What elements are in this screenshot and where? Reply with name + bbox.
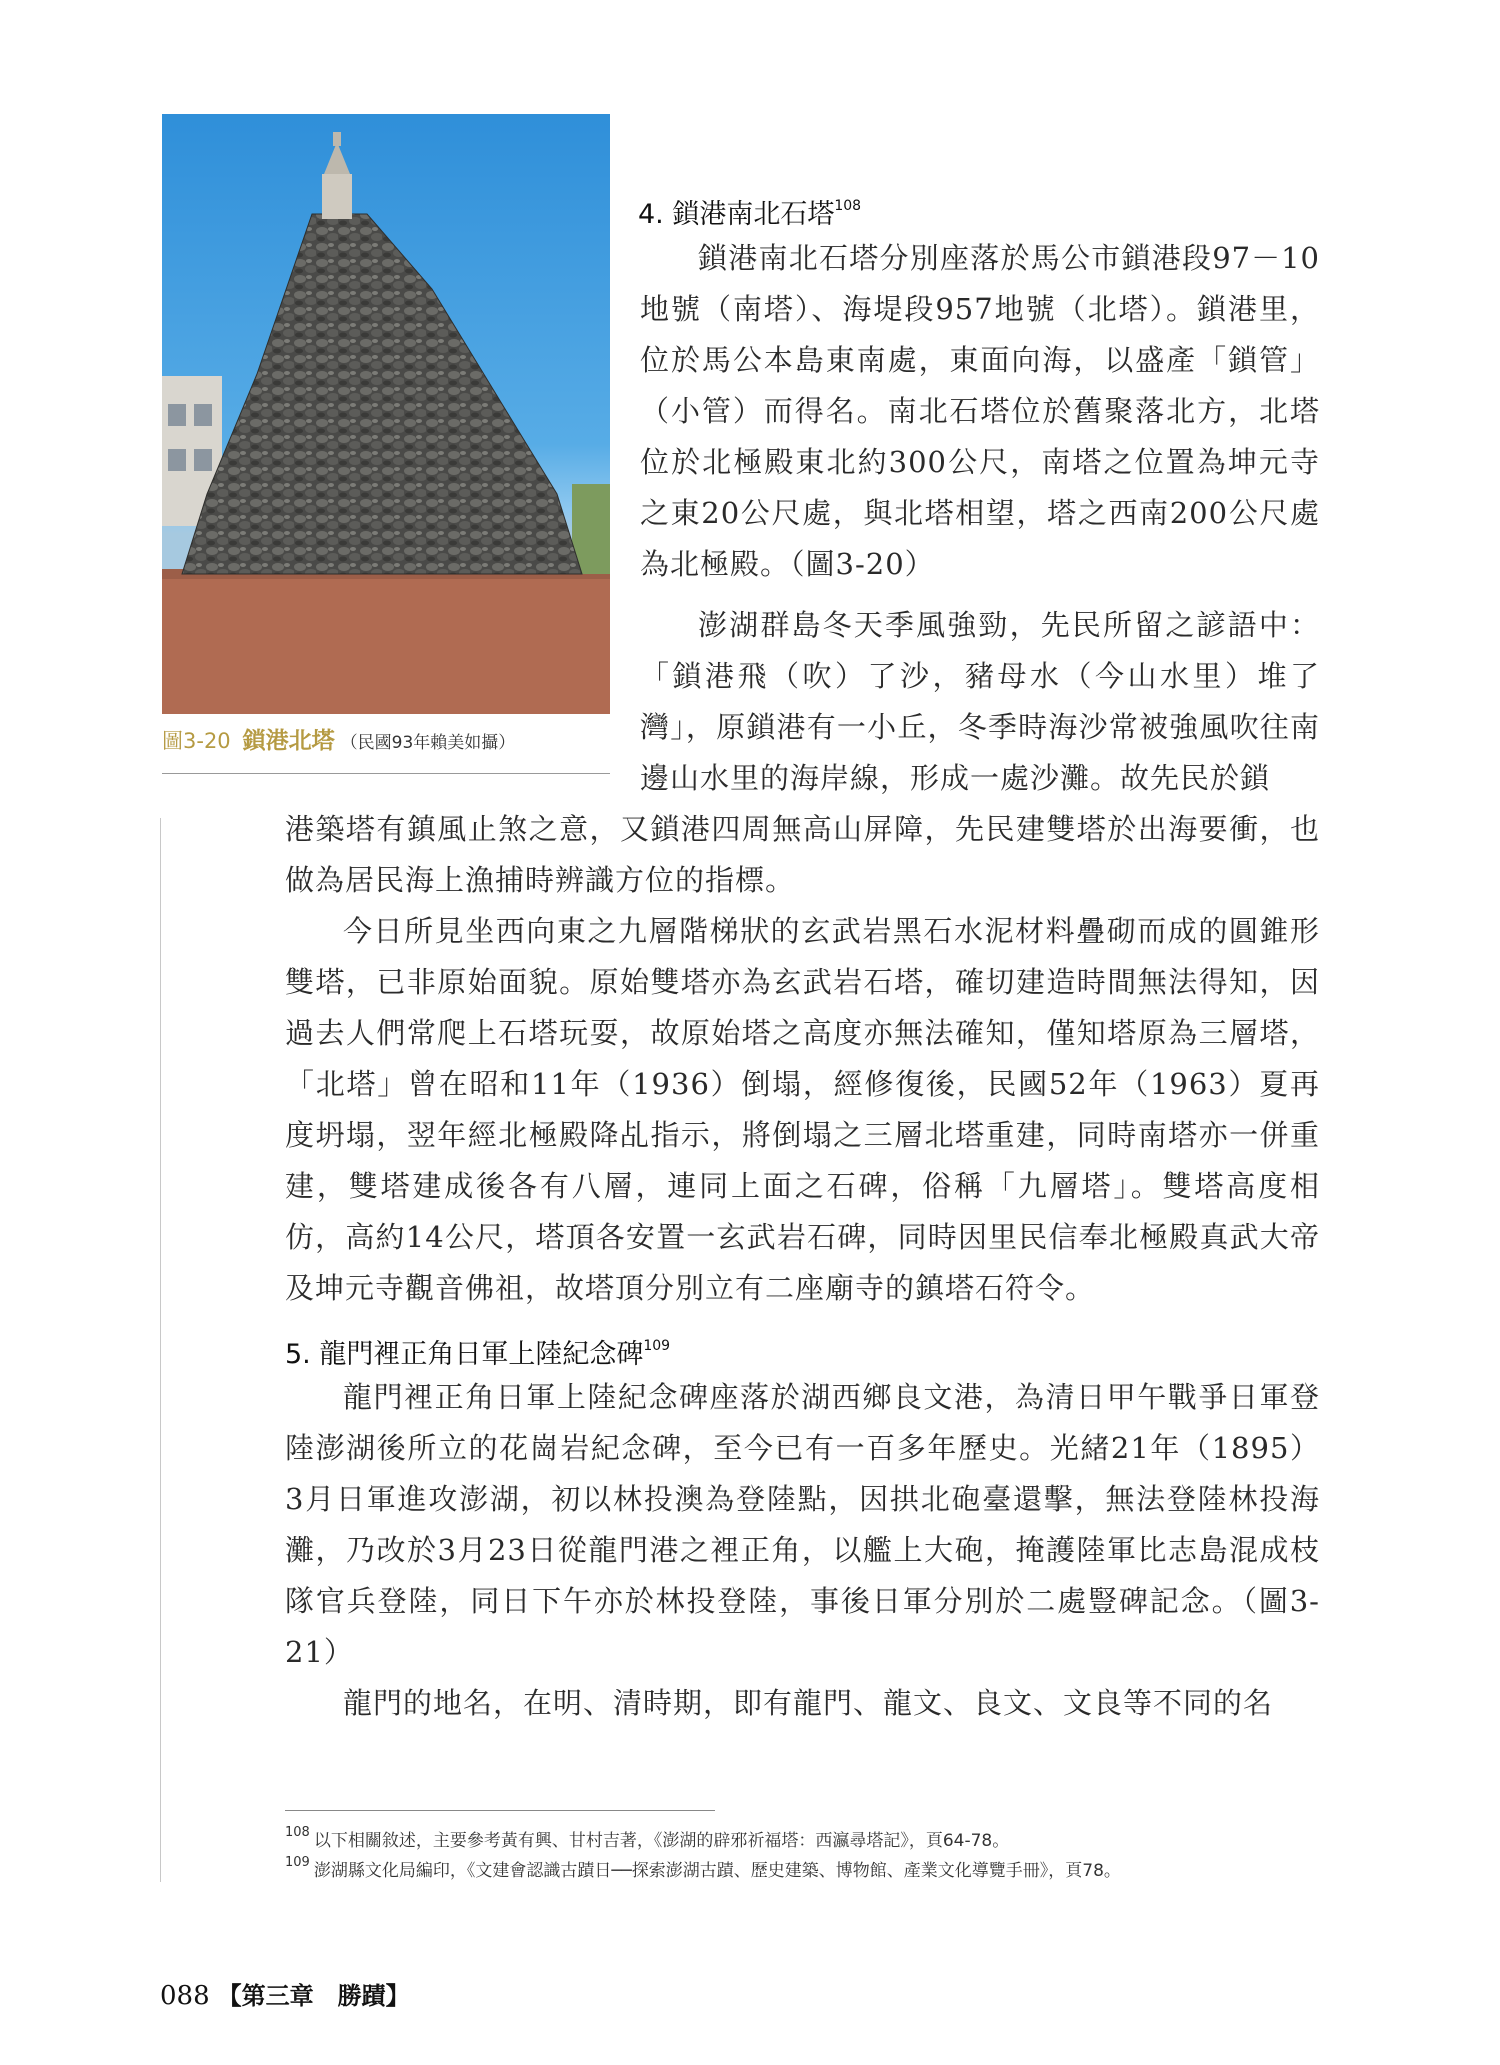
section-5-paragraph-1: 龍門裡正角日軍上陸紀念碑座落於湖西鄉良文港，為清日甲午戰爭日軍登陸澎湖後所立的花崗岩紀念碑，至今已有一百多年歷史。光緒21年（1895）3月日軍進攻澎湖，初以林投澳為登陸點，因拱北砲臺還擊，無法登陸林投海灘，乃改於3月23日從龍門港之裡正角，以艦上大砲，掩護陸軍比志島混成枝隊官兵登陸，同日下午亦於林投登陸，事後日軍分別於二處豎碑記念。（圖3-21） xyxy=(285,1380,1320,1669)
section-4-title: 4. 鎖港南北石塔 xyxy=(638,199,835,230)
footnote-109 xyxy=(285,1856,1121,1881)
section-4-paragraph-2-wrap: 澎湖群島冬天季風強勁，先民所留之諺語中：「鎖港飛（吹）了沙，豬母水（今山水里）堆了灣」，原鎖港有一小丘，冬季時海沙常被強風吹往南邊山水里的海岸線，形成一處沙灘。故先民於鎖 xyxy=(640,608,1320,795)
figure-number: 圖3-20 xyxy=(162,729,231,753)
footnote-108 xyxy=(285,1826,1009,1851)
footnote-ref-109: 109 xyxy=(643,1338,671,1354)
chapter-label: 【第三章 勝蹟】 xyxy=(217,1981,410,2010)
footnote-number: 108 xyxy=(285,1825,310,1841)
figure-credit: （民國93年賴美如攝） xyxy=(340,733,516,753)
section-5-title: 5. 龍門裡正角日軍上陸紀念碑 xyxy=(285,1339,644,1370)
page-footer xyxy=(160,1976,410,2011)
footnote-text: 澎湖縣文化局編印，《文建會認識古蹟日──探索澎湖古蹟、歷史建築、博物館、產業文化導覽手冊》，頁78。 xyxy=(313,1861,1121,1881)
caption-divider xyxy=(162,773,610,774)
figure-photo-north-tower xyxy=(162,114,610,714)
section-5-paragraph-2: 龍門的地名，在明、清時期，即有龍門、龍文、良文、文良等不同的名 xyxy=(343,1686,1274,1720)
footnote-divider xyxy=(285,1810,715,1811)
section-4-paragraph-2-continued: 港築塔有鎮風止煞之意，又鎖港四周無高山屏障，先民建雙塔於出海要衝，也做為居民海上漁捕時辨識方位的指標。 xyxy=(285,812,1320,897)
margin-rule xyxy=(160,818,161,1882)
section-5-heading xyxy=(285,1332,670,1371)
section-4-paragraph-1: 鎖港南北石塔分別座落於馬公市鎖港段97－10地號（南塔）、海堤段957地號（北塔）。鎖港里，位於馬公本島東南處，東面向海，以盛產「鎖管」（小管）而得名。南北石塔位於舊聚落北方，北塔位於北極殿東北約300公尺，南塔之位置為坤元寺之東20公尺處，與北塔相望，塔之西南200公尺處為北極殿。（圖3-20） xyxy=(640,241,1320,581)
section-4-paragraph-3: 今日所見坐西向東之九層階梯狀的玄武岩黑石水泥材料疊砌而成的圓錐形雙塔，已非原始面貌。原始雙塔亦為玄武岩石塔，確切建造時間無法得知，因過去人們常爬上石塔玩耍，故原始塔之高度亦無法確知，僅知塔原為三層塔，「北塔」曾在昭和11年（1936）倒塌，經修復後，民國52年（1963）夏再度坍塌，翌年經北極殿降乩指示，將倒塌之三層北塔重建，同時南塔亦一併重建，雙塔建成後各有八層，連同上面之石碑，俗稱「九層塔」。雙塔高度相仿，高約14公尺，塔頂各安置一玄武岩石碑，同時因里民信奉北極殿真武大帝及坤元寺觀音佛祖，故塔頂分別立有二座廟寺的鎮塔石符令。 xyxy=(285,914,1320,1305)
page-number: 088 xyxy=(160,1981,210,2011)
figure-title: 鎖港北塔 xyxy=(242,728,335,754)
stone-tower-illustration xyxy=(162,114,610,714)
footnote-text: 以下相關敘述，主要參考黃有興、甘村吉著，《澎湖的辟邪祈福塔：西瀛尋塔記》，頁64-78。 xyxy=(313,1831,1010,1851)
section-4-heading xyxy=(638,192,861,231)
figure-caption xyxy=(162,722,610,755)
footnote-number: 109 xyxy=(285,1855,310,1871)
footnote-ref-108: 108 xyxy=(834,198,862,214)
